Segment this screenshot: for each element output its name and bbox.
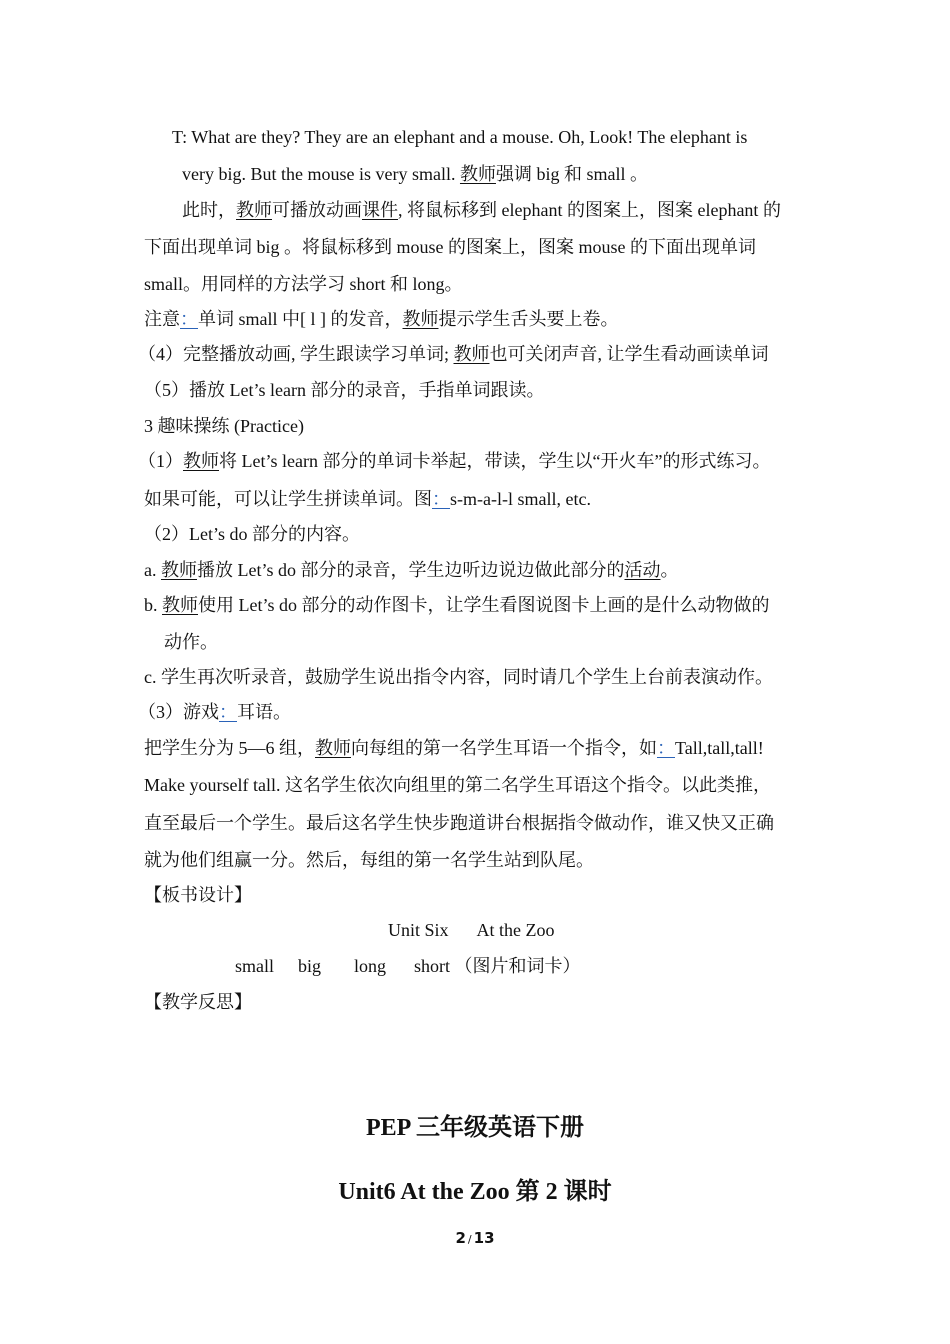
- underlined-term: 课件: [362, 200, 398, 220]
- underlined-term: 教师: [315, 738, 351, 758]
- paragraph-line-11: 如果可能，可以让学生拼读单词。图：s-m-a-l-l small, etc.: [144, 489, 591, 509]
- paragraph-line-2: very big. But the mouse is very small. 教师强调 big 和 small 。: [182, 164, 648, 184]
- board-unit-title: Unit Six At the Zoo: [388, 920, 555, 940]
- underlined-term: 教师: [453, 344, 490, 364]
- paragraph-line-13: a. 教师播放 Let’s do 部分的录音，学生边听边说边做此部分的活动。: [144, 560, 679, 580]
- paragraph-line-3: 此时，教师可播放动画课件, 将鼠标移到 elephant 的图案上，图案 elephant 的: [182, 200, 781, 220]
- underlined-term: 教师: [459, 164, 496, 184]
- colon-mark: ：: [432, 489, 450, 509]
- section-heading-board-design: 【板书设计】: [144, 885, 252, 905]
- section-heading-practice: 3 趣味操练 (Practice): [144, 416, 304, 436]
- paragraph-line-6: 注意：单词 small 中[ l ] 的发音，教师提示学生舌头要上卷。: [144, 309, 619, 329]
- paragraph-line-4: 下面出现单词 big 。将鼠标移到 mouse 的图案上，图案 mouse 的下面出现单词: [144, 237, 756, 257]
- paragraph-line-1: T: What are they? They are an elephant and a mouse. Oh, Look! The elephant is: [172, 127, 748, 147]
- paragraph-line-18: 把学生分为 5—6 组，教师向每组的第一名学生耳语一个指令，如：Tall,tall,tall!: [144, 738, 764, 758]
- underlined-term: 教师: [183, 451, 219, 471]
- lesson-title: PEP 三年级英语下册: [365, 1115, 584, 1141]
- paragraph-line-21: 就为他们组赢一分。然后，每组的第一名学生站到队尾。: [144, 850, 594, 870]
- paragraph-line-7: （4）完整播放动画, 学生跟读学习单词; 教师也可关闭声音, 让学生看动画读单词: [138, 344, 769, 364]
- paragraph-line-19: Make yourself tall. 这名学生依次向组里的第二名学生耳语这个指令。以此类推，: [144, 775, 771, 795]
- paragraph-line-14: b. 教师使用 Let’s do 部分的动作图卡，让学生看图说图卡上画的是什么动物做的: [144, 595, 770, 615]
- page-number: 2 / 13: [455, 1229, 495, 1247]
- colon-mark: ：: [180, 309, 198, 329]
- section-heading-reflection: 【教学反思】: [144, 992, 252, 1012]
- paragraph-line-16: c. 学生再次听录音，鼓励学生说出指令内容，同时请几个学生上台前表演动作。: [144, 667, 773, 687]
- lesson-subtitle: Unit6 At the Zoo 第 2 课时: [338, 1179, 612, 1205]
- paragraph-line-8: （5）播放 Let’s learn 部分的录音，手指单词跟读。: [144, 380, 545, 400]
- board-words-row: small big long short （图片和词卡）: [235, 956, 581, 976]
- underlined-term: 教师: [402, 309, 439, 329]
- colon-mark: ：: [657, 738, 675, 758]
- paragraph-line-5: small。用同样的方法学习 short 和 long。: [144, 274, 463, 294]
- underlined-term: 活动: [624, 560, 661, 580]
- paragraph-line-12: （2）Let’s do 部分的内容。: [144, 524, 360, 544]
- underlined-term: 教师: [162, 595, 198, 615]
- underlined-term: 教师: [161, 560, 197, 580]
- paragraph-line-10: （1）教师将 Let’s learn 部分的单词卡举起，带读，学生以“开火车”的形式练习。: [138, 451, 771, 471]
- paragraph-line-15: 动作。: [164, 632, 218, 652]
- underlined-term: 教师: [236, 200, 272, 220]
- paragraph-line-17: （3）游戏：耳语。: [138, 702, 291, 722]
- paragraph-line-20: 直至最后一个学生。最后这名学生快步跑道讲台根据指令做动作，谁又快又正确: [144, 813, 774, 833]
- colon-mark: ：: [219, 702, 237, 722]
